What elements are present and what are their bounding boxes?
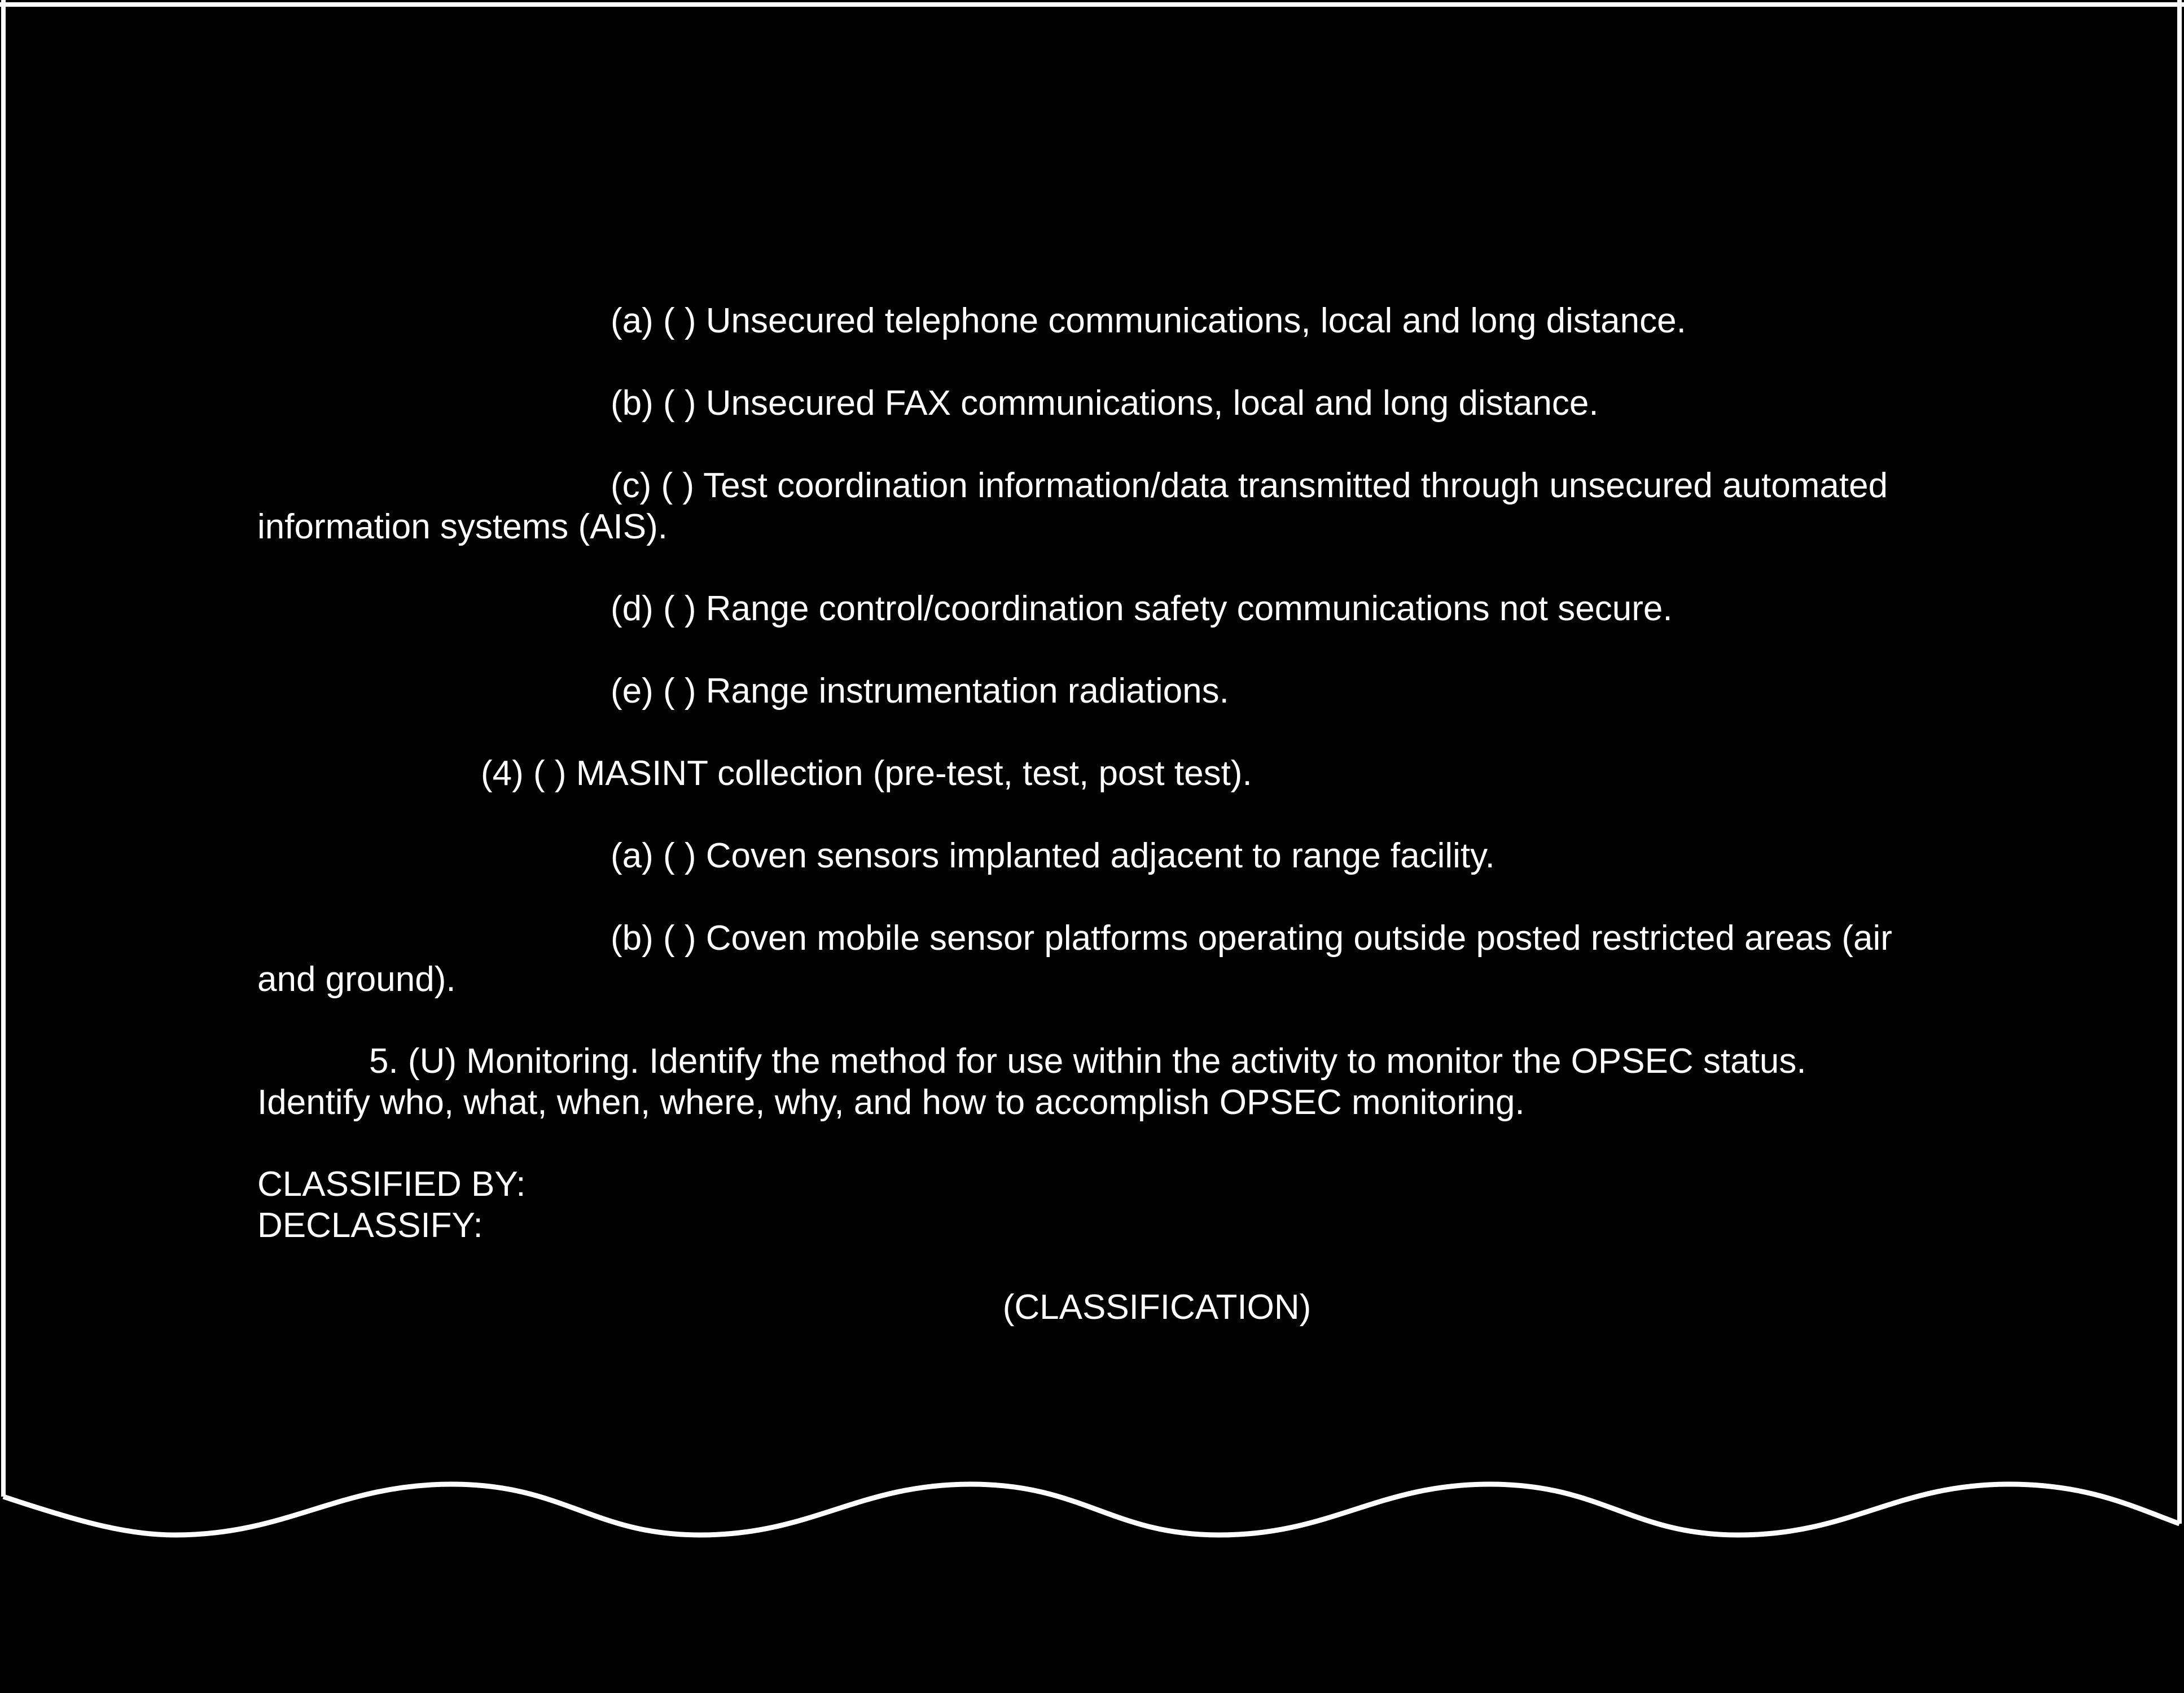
paragraph-4a-line-1: (a) ( ) Coven sensors implanted adjacent to range facility.	[611, 836, 1495, 875]
declassify-label: DECLASSIFY:	[257, 1206, 483, 1245]
paragraph-a-line-1: (a) ( ) Unsecured telephone communications, local and long distance.	[611, 301, 1686, 340]
paragraph-b-line-1: (b) ( ) Unsecured FAX communications, local and long distance.	[611, 384, 1599, 423]
paragraph-c-line-1: (c) ( ) Test coordination information/data transmitted through unsecured automated	[611, 466, 1888, 505]
paragraph-e-line-1: (e) ( ) Range instrumentation radiations.	[611, 672, 1229, 710]
paragraph-4-line-1: (4) ( ) MASINT collection (pre-test, test, post test).	[481, 754, 1252, 793]
paragraph-5-line-1: 5. (U) Monitoring. Identify the method for use within the activity to monitor the OPSEC status.	[369, 1042, 1806, 1081]
paragraph-4b-line-1: (b) ( ) Coven mobile sensor platforms operating outside posted restricted areas (air	[611, 919, 1892, 958]
classification-marking: (CLASSIFICATION)	[1002, 1288, 1312, 1327]
classified-by-label: CLASSIFIED BY:	[257, 1165, 526, 1204]
paragraph-c-line-2: information systems (AIS).	[257, 507, 668, 546]
paragraph-d-line-1: (d) ( ) Range control/coordination safety communications not secure.	[611, 589, 1673, 628]
paragraph-5-line-2: Identify who, what, when, where, why, and how to accomplish OPSEC monitoring.	[257, 1083, 1525, 1122]
paragraph-4b-line-2: and ground).	[257, 960, 456, 999]
